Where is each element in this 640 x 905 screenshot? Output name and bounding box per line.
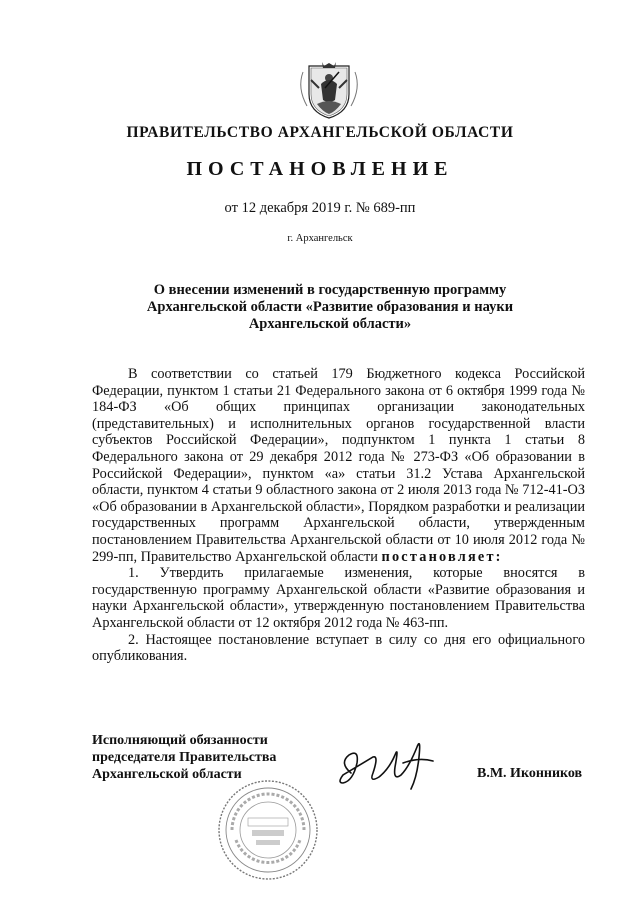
position-line: Исполняющий обязанности <box>92 733 268 748</box>
signatory-position <box>92 732 332 783</box>
decrees-word: постановляет: <box>381 548 503 565</box>
document-title <box>120 282 540 333</box>
title-line: Архангельской области» <box>248 316 412 332</box>
preamble-paragraph <box>92 366 585 565</box>
decree-item-1: 1. Утвердить прилагаемые изменения, которые вносятся в государственную программу Архангельской области «Развитие образования и науки Архангельской области», утвержденную постановлением Правительства Архангельской области от 12 октября 2012 года № 463-пп. <box>92 565 585 631</box>
document-city: г. Архангельск <box>287 233 353 244</box>
title-line: О внесении изменений в государственную программу <box>153 282 507 298</box>
coat-of-arms-emblem <box>295 58 363 120</box>
handwritten-signature <box>333 733 443 793</box>
preamble-text: В соответствии со статьей 179 Бюджетного кодекса Российской Федерации, пунктом 1 статьи 21 Федерального закона от 6 октября 1999 года № 184-ФЗ «Об общих принципах организации законодательных (представительных) и исполнительных органов государственной власти субъектов Российской Федерации», подпунктом 1 пункта 1 статьи 8 Федерального закона от 29 декабря 2012 года № 273-ФЗ «Об образовании в Российской Федерации», пунктом «а» статьи 31.2 Устава Архангельской области, пунктом 4 статьи 9 областного закона от 2 июля 2013 года № 712-41-ОЗ «Об образовании в Архангельской области», Порядком разработки и реализации государственных программ Архангельской области, утвержденным постановлением Правительства Архангельской области от 10 июля 2012 года № 299-пп, Правительство Архангельской области <box>92 366 585 565</box>
document-type-heading: ПОСТАНОВЛЕНИЕ <box>186 158 454 180</box>
position-line: Архангельской области <box>92 767 242 782</box>
document-body <box>92 366 585 665</box>
document-date-number: от 12 декабря 2019 г. № 689-пп <box>224 200 416 216</box>
signer-name: В.М. Иконников <box>477 766 583 781</box>
official-seal-stamp <box>216 778 320 882</box>
decree-item-2: 2. Настоящее постановление вступает в силу со дня его официального опубликования. <box>92 631 585 665</box>
organization-heading: ПРАВИТЕЛЬСТВО АРХАНГЕЛЬСКОЙ ОБЛАСТИ <box>126 124 514 141</box>
title-line: Архангельской области «Развитие образования и науки <box>146 299 514 315</box>
position-line: председателя Правительства <box>92 750 277 765</box>
